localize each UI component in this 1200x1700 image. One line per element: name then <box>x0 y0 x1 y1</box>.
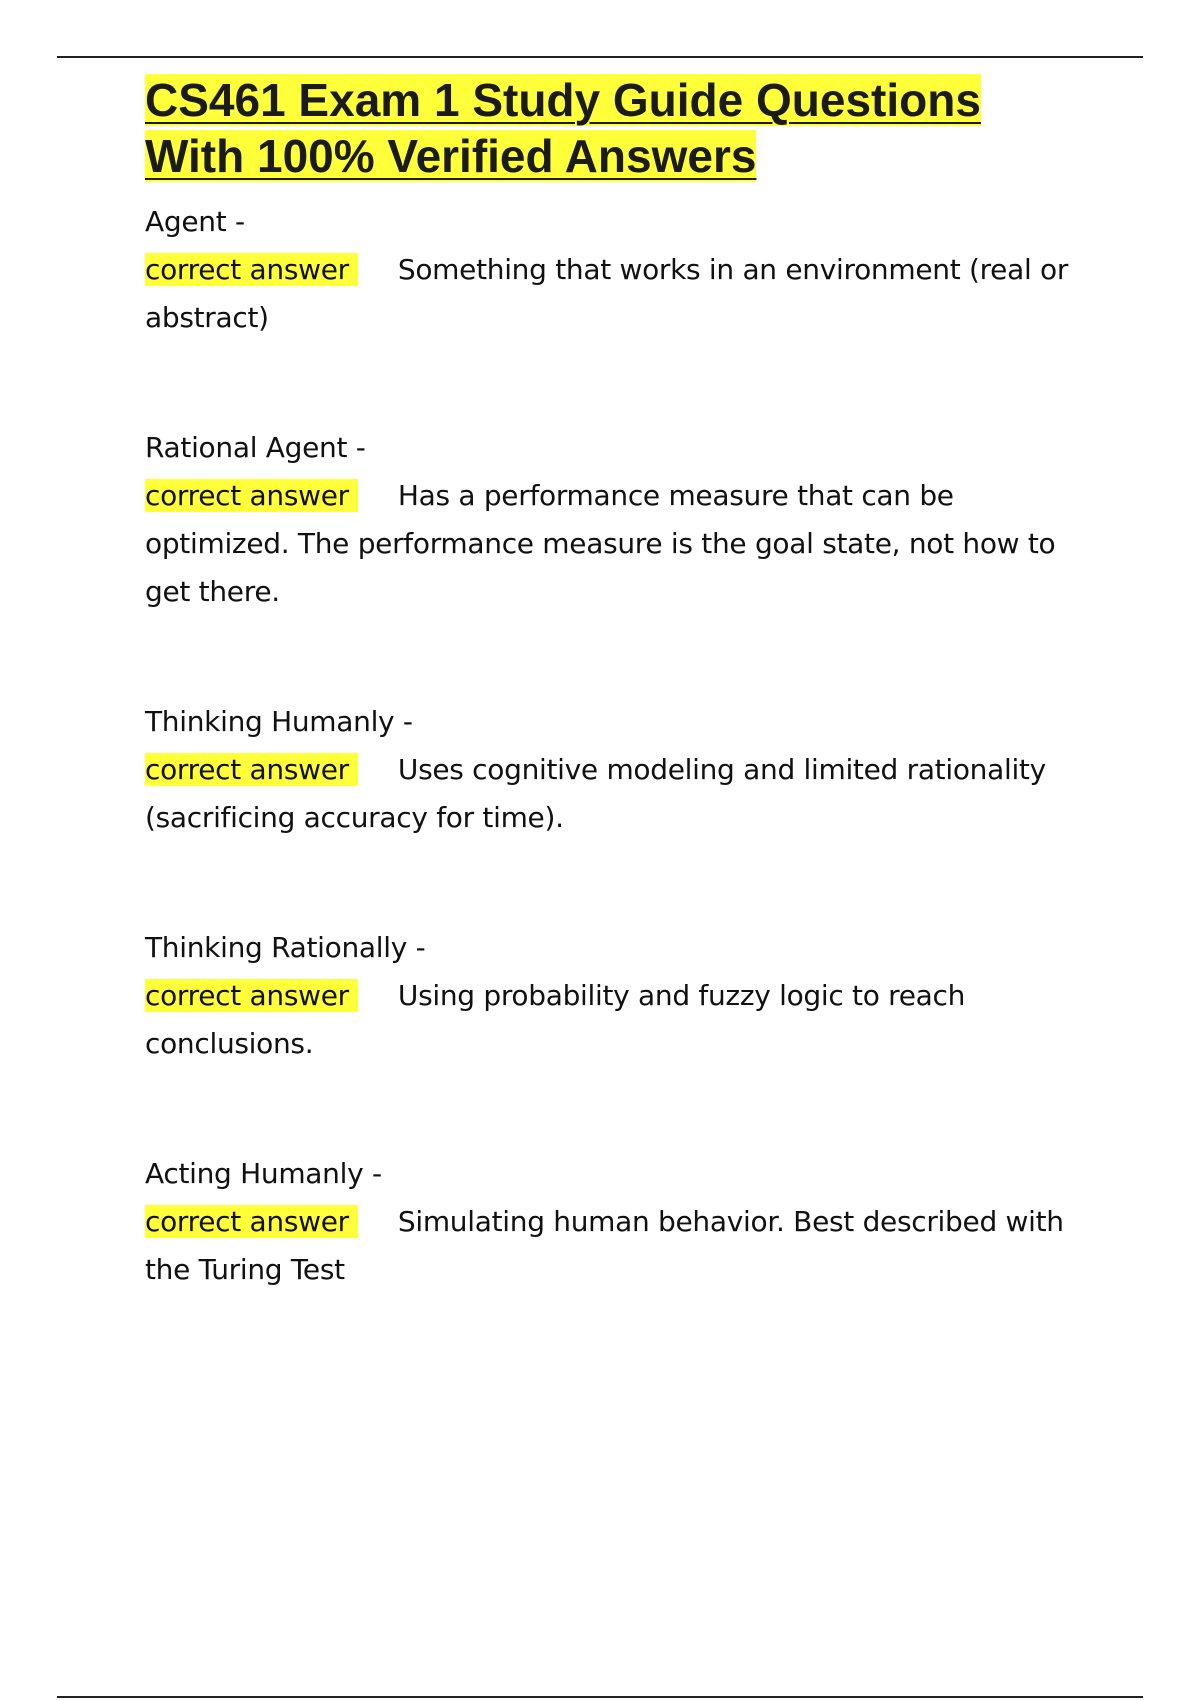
term-label: Thinking Humanly - <box>145 705 413 738</box>
qa-item-thinking-humanly <box>145 698 1095 842</box>
answer-text <box>145 1198 1095 1294</box>
qa-item-agent <box>145 198 1095 342</box>
correct-answer-highlight: correct answer <box>145 753 358 786</box>
qa-item-rational-agent <box>145 424 1095 616</box>
answer-body: Uses cognitive modeling and limited rationality (sacrificing accuracy for time). <box>145 753 1046 834</box>
answer-body: Using probability and fuzzy logic to reach conclusions. <box>145 979 966 1060</box>
answer-body: Simulating human behavior. Best described with the Turing Test <box>145 1205 1064 1286</box>
term-label: Thinking Rationally - <box>145 931 426 964</box>
title-line-1: CS461 Exam 1 Study Guide Questions <box>145 74 981 126</box>
correct-answer-highlight: correct answer <box>145 979 358 1012</box>
qa-item-acting-humanly <box>145 1150 1095 1294</box>
correct-answer-highlight: correct answer <box>145 1205 358 1238</box>
qa-list <box>145 198 1095 1294</box>
correct-answer-highlight: correct answer <box>145 479 358 512</box>
answer-text <box>145 472 1095 616</box>
term-label: Rational Agent - <box>145 431 366 464</box>
answer-text <box>145 972 1095 1068</box>
header-rule <box>57 56 1143 58</box>
title-line-2: With 100% Verified Answers <box>145 130 757 182</box>
answer-body: Something that works in an environment (real or abstract) <box>145 253 1069 334</box>
term-label: Acting Humanly - <box>145 1157 382 1190</box>
answer-text <box>145 246 1095 342</box>
correct-answer-highlight: correct answer <box>145 253 358 286</box>
answer-body: Has a performance measure that can be optimized. The performance measure is the goal state, not how to get there. <box>145 479 1056 608</box>
term-label: Agent - <box>145 205 245 238</box>
footer-rule <box>57 1696 1143 1698</box>
document-title <box>145 72 1095 184</box>
qa-item-thinking-rationally <box>145 924 1095 1068</box>
document-body <box>145 72 1095 1294</box>
answer-text <box>145 746 1095 842</box>
